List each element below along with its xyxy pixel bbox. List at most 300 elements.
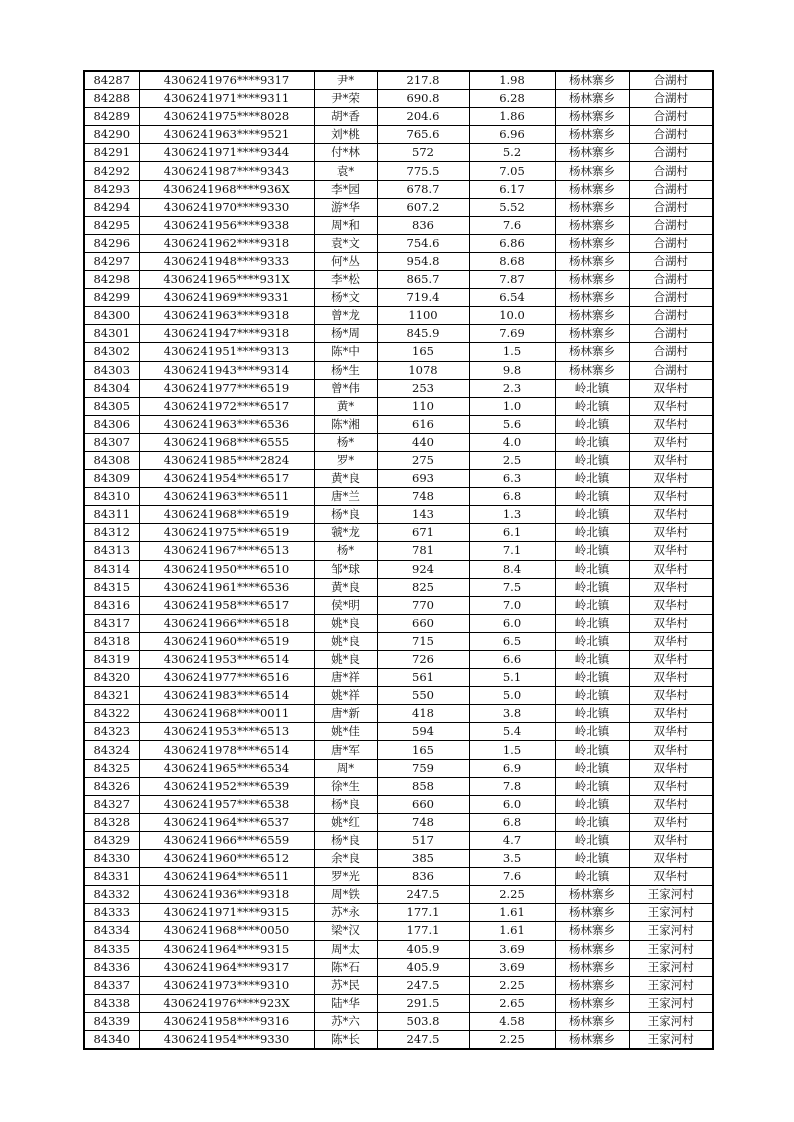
area-cell: 6.96 [469,126,555,144]
village-cell: 王家河村 [629,1012,713,1030]
village-cell: 合湖村 [629,162,713,180]
village-cell: 王家河村 [629,922,713,940]
area-cell: 6.0 [469,795,555,813]
township-cell: 岭北镇 [555,705,629,723]
table-row [84,994,713,1012]
id-number-cell: 4306241964****9315 [139,940,314,958]
person-name-cell: 唐*新 [314,705,377,723]
id-number-cell: 4306241964****6511 [139,868,314,886]
person-name-cell: 徐*生 [314,777,377,795]
village-cell: 双华村 [629,433,713,451]
table-row [84,578,713,596]
row-number-cell: 84330 [84,850,139,868]
village-cell: 合湖村 [629,234,713,252]
area-cell: 1.5 [469,741,555,759]
township-cell: 岭北镇 [555,451,629,469]
person-name-cell: 何*丛 [314,252,377,270]
area-cell: 7.05 [469,162,555,180]
amount-cell: 561 [377,669,469,687]
row-number-cell: 84326 [84,777,139,795]
id-number-cell: 4306241968****6555 [139,433,314,451]
amount-cell: 693 [377,470,469,488]
table-row [84,651,713,669]
amount-cell: 607.2 [377,198,469,216]
township-cell: 岭北镇 [555,850,629,868]
row-number-cell: 84316 [84,596,139,614]
id-number-cell: 4306241969****9331 [139,289,314,307]
village-cell: 双华村 [629,397,713,415]
table-row [84,596,713,614]
area-cell: 1.5 [469,343,555,361]
table-row [84,433,713,451]
township-cell: 岭北镇 [555,524,629,542]
row-number-cell: 84339 [84,1012,139,1030]
amount-cell: 275 [377,451,469,469]
table-row [84,271,713,289]
person-name-cell: 姚*祥 [314,687,377,705]
person-name-cell: 姚*红 [314,813,377,831]
person-name-cell: 曾*伟 [314,379,377,397]
village-cell: 王家河村 [629,994,713,1012]
person-name-cell: 罗* [314,451,377,469]
village-cell: 合湖村 [629,180,713,198]
table-row [84,976,713,994]
row-number-cell: 84303 [84,361,139,379]
person-name-cell: 罗*光 [314,868,377,886]
amount-cell: 678.7 [377,180,469,198]
row-number-cell: 84304 [84,379,139,397]
amount-cell: 572 [377,144,469,162]
amount-cell: 143 [377,506,469,524]
row-number-cell: 84314 [84,560,139,578]
village-cell: 王家河村 [629,940,713,958]
area-cell: 7.69 [469,325,555,343]
amount-cell: 660 [377,614,469,632]
amount-cell: 165 [377,343,469,361]
row-number-cell: 84317 [84,614,139,632]
village-cell: 双华村 [629,651,713,669]
person-name-cell: 周*太 [314,940,377,958]
person-name-cell: 陈*中 [314,343,377,361]
id-number-cell: 4306241957****6538 [139,795,314,813]
township-cell: 岭北镇 [555,488,629,506]
area-cell: 9.8 [469,361,555,379]
row-number-cell: 84337 [84,976,139,994]
row-number-cell: 84310 [84,488,139,506]
area-cell: 2.5 [469,451,555,469]
area-cell: 5.0 [469,687,555,705]
person-name-cell: 陈*湘 [314,415,377,433]
row-number-cell: 84333 [84,904,139,922]
table-row [84,198,713,216]
row-number-cell: 84293 [84,180,139,198]
table-row [84,850,713,868]
id-number-cell: 4306241975****6519 [139,524,314,542]
village-cell: 王家河村 [629,904,713,922]
village-cell: 双华村 [629,524,713,542]
table-row [84,741,713,759]
person-name-cell: 尹* [314,71,377,90]
amount-cell: 660 [377,795,469,813]
village-cell: 双华村 [629,669,713,687]
id-number-cell: 4306241971****9344 [139,144,314,162]
amount-cell: 836 [377,216,469,234]
village-cell: 双华村 [629,596,713,614]
id-number-cell: 4306241953****6513 [139,723,314,741]
row-number-cell: 84315 [84,578,139,596]
row-number-cell: 84297 [84,252,139,270]
table-row [84,904,713,922]
township-cell: 岭北镇 [555,795,629,813]
village-cell: 双华村 [629,379,713,397]
table-row [84,90,713,108]
township-cell: 杨林寨乡 [555,216,629,234]
table-row [84,108,713,126]
village-cell: 双华村 [629,687,713,705]
row-number-cell: 84312 [84,524,139,542]
township-cell: 杨林寨乡 [555,361,629,379]
township-cell: 岭北镇 [555,379,629,397]
amount-cell: 440 [377,433,469,451]
row-number-cell: 84298 [84,271,139,289]
village-cell: 王家河村 [629,976,713,994]
person-name-cell: 黄*良 [314,470,377,488]
person-name-cell: 袁*文 [314,234,377,252]
township-cell: 杨林寨乡 [555,144,629,162]
table-row [84,958,713,976]
amount-cell: 924 [377,560,469,578]
area-cell: 6.3 [469,470,555,488]
id-number-cell: 4306241964****9317 [139,958,314,976]
amount-cell: 715 [377,632,469,650]
area-cell: 2.3 [469,379,555,397]
amount-cell: 845.9 [377,325,469,343]
village-cell: 合湖村 [629,361,713,379]
id-number-cell: 4306241950****6510 [139,560,314,578]
row-number-cell: 84327 [84,795,139,813]
amount-cell: 594 [377,723,469,741]
id-number-cell: 4306241967****6513 [139,542,314,560]
id-number-cell: 4306241975****8028 [139,108,314,126]
row-number-cell: 84287 [84,71,139,90]
id-number-cell: 4306241978****6514 [139,741,314,759]
id-number-cell: 4306241960****6519 [139,632,314,650]
area-cell: 7.6 [469,216,555,234]
village-cell: 合湖村 [629,216,713,234]
row-number-cell: 84319 [84,651,139,669]
row-number-cell: 84324 [84,741,139,759]
amount-cell: 690.8 [377,90,469,108]
village-cell: 合湖村 [629,144,713,162]
amount-cell: 503.8 [377,1012,469,1030]
id-number-cell: 4306241951****9313 [139,343,314,361]
person-name-cell: 付*林 [314,144,377,162]
amount-cell: 418 [377,705,469,723]
data-table [83,70,714,1050]
table-row [84,451,713,469]
amount-cell: 754.6 [377,234,469,252]
id-number-cell: 4306241952****6539 [139,777,314,795]
area-cell: 6.17 [469,180,555,198]
area-cell: 1.3 [469,506,555,524]
id-number-cell: 4306241954****9330 [139,1030,314,1049]
amount-cell: 405.9 [377,958,469,976]
village-cell: 双华村 [629,813,713,831]
area-cell: 8.68 [469,252,555,270]
table-row [84,126,713,144]
amount-cell: 616 [377,415,469,433]
township-cell: 岭北镇 [555,687,629,705]
row-number-cell: 84323 [84,723,139,741]
id-number-cell: 4306241973****9310 [139,976,314,994]
id-number-cell: 4306241964****6537 [139,813,314,831]
amount-cell: 726 [377,651,469,669]
id-number-cell: 4306241943****9314 [139,361,314,379]
amount-cell: 748 [377,813,469,831]
township-cell: 岭北镇 [555,741,629,759]
person-name-cell: 游*华 [314,198,377,216]
area-cell: 3.8 [469,705,555,723]
area-cell: 6.86 [469,234,555,252]
village-cell: 双华村 [629,723,713,741]
id-number-cell: 4306241985****2824 [139,451,314,469]
table-body [84,71,713,1049]
table-row [84,614,713,632]
township-cell: 岭北镇 [555,632,629,650]
township-cell: 杨林寨乡 [555,958,629,976]
id-number-cell: 4306241947****9318 [139,325,314,343]
person-name-cell: 唐*军 [314,741,377,759]
row-number-cell: 84336 [84,958,139,976]
row-number-cell: 84292 [84,162,139,180]
person-name-cell: 姚*佳 [314,723,377,741]
id-number-cell: 4306241958****6517 [139,596,314,614]
area-cell: 6.54 [469,289,555,307]
area-cell: 6.6 [469,651,555,669]
row-number-cell: 84289 [84,108,139,126]
village-cell: 双华村 [629,795,713,813]
row-number-cell: 84318 [84,632,139,650]
village-cell: 合湖村 [629,271,713,289]
person-name-cell: 黄* [314,397,377,415]
row-number-cell: 84288 [84,90,139,108]
id-number-cell: 4306241963****6511 [139,488,314,506]
row-number-cell: 84295 [84,216,139,234]
table-row [84,687,713,705]
area-cell: 6.1 [469,524,555,542]
amount-cell: 517 [377,831,469,849]
village-cell: 王家河村 [629,958,713,976]
id-number-cell: 4306241966****6559 [139,831,314,849]
row-number-cell: 84335 [84,940,139,958]
village-cell: 双华村 [629,759,713,777]
amount-cell: 110 [377,397,469,415]
amount-cell: 759 [377,759,469,777]
id-number-cell: 4306241971****9311 [139,90,314,108]
village-cell: 合湖村 [629,108,713,126]
township-cell: 杨林寨乡 [555,325,629,343]
row-number-cell: 84311 [84,506,139,524]
village-cell: 双华村 [629,614,713,632]
person-name-cell: 曾*龙 [314,307,377,325]
id-number-cell: 4306241976****923X [139,994,314,1012]
township-cell: 杨林寨乡 [555,922,629,940]
table-row [84,234,713,252]
table-row [84,1012,713,1030]
township-cell: 杨林寨乡 [555,307,629,325]
amount-cell: 765.6 [377,126,469,144]
township-cell: 杨林寨乡 [555,252,629,270]
id-number-cell: 4306241970****9330 [139,198,314,216]
area-cell: 5.52 [469,198,555,216]
person-name-cell: 梁*汉 [314,922,377,940]
township-cell: 杨林寨乡 [555,108,629,126]
table-row [84,831,713,849]
township-cell: 杨林寨乡 [555,886,629,904]
village-cell: 王家河村 [629,1030,713,1049]
area-cell: 1.86 [469,108,555,126]
row-number-cell: 84338 [84,994,139,1012]
village-cell: 合湖村 [629,307,713,325]
person-name-cell: 杨*周 [314,325,377,343]
person-name-cell: 姚*良 [314,632,377,650]
village-cell: 合湖村 [629,71,713,90]
row-number-cell: 84306 [84,415,139,433]
row-number-cell: 84313 [84,542,139,560]
table-row [84,795,713,813]
village-cell: 双华村 [629,470,713,488]
area-cell: 2.25 [469,886,555,904]
area-cell: 6.5 [469,632,555,650]
township-cell: 杨林寨乡 [555,976,629,994]
area-cell: 7.1 [469,542,555,560]
table-row [84,379,713,397]
township-cell: 岭北镇 [555,868,629,886]
area-cell: 7.0 [469,596,555,614]
township-cell: 杨林寨乡 [555,271,629,289]
village-cell: 合湖村 [629,289,713,307]
area-cell: 4.0 [469,433,555,451]
table-row [84,180,713,198]
amount-cell: 217.8 [377,71,469,90]
person-name-cell: 陈*长 [314,1030,377,1049]
village-cell: 合湖村 [629,325,713,343]
row-number-cell: 84334 [84,922,139,940]
amount-cell: 781 [377,542,469,560]
area-cell: 7.5 [469,578,555,596]
village-cell: 双华村 [629,578,713,596]
township-cell: 杨林寨乡 [555,90,629,108]
area-cell: 3.69 [469,940,555,958]
table-row [84,506,713,524]
id-number-cell: 4306241976****9317 [139,71,314,90]
township-cell: 杨林寨乡 [555,234,629,252]
row-number-cell: 84302 [84,343,139,361]
township-cell: 岭北镇 [555,651,629,669]
village-cell: 双华村 [629,741,713,759]
village-cell: 合湖村 [629,343,713,361]
table-row [84,542,713,560]
person-name-cell: 周*铁 [314,886,377,904]
table-row [84,723,713,741]
area-cell: 6.0 [469,614,555,632]
area-cell: 1.0 [469,397,555,415]
id-number-cell: 4306241963****9318 [139,307,314,325]
row-number-cell: 84320 [84,669,139,687]
id-number-cell: 4306241936****9318 [139,886,314,904]
id-number-cell: 4306241965****931X [139,271,314,289]
person-name-cell: 黄*良 [314,578,377,596]
township-cell: 杨林寨乡 [555,343,629,361]
row-number-cell: 84331 [84,868,139,886]
person-name-cell: 杨* [314,542,377,560]
id-number-cell: 4306241963****6536 [139,415,314,433]
table-row [84,252,713,270]
area-cell: 7.87 [469,271,555,289]
amount-cell: 204.6 [377,108,469,126]
person-name-cell: 杨*良 [314,795,377,813]
row-number-cell: 84329 [84,831,139,849]
person-name-cell: 余*良 [314,850,377,868]
table-row [84,361,713,379]
village-cell: 双华村 [629,506,713,524]
area-cell: 7.8 [469,777,555,795]
row-number-cell: 84300 [84,307,139,325]
person-name-cell: 李*园 [314,180,377,198]
person-name-cell: 邹*球 [314,560,377,578]
table-row [84,1030,713,1049]
table-row [84,71,713,90]
id-number-cell: 4306241960****6512 [139,850,314,868]
area-cell: 4.7 [469,831,555,849]
table-row [84,307,713,325]
township-cell: 杨林寨乡 [555,1030,629,1049]
amount-cell: 954.8 [377,252,469,270]
table-row [84,813,713,831]
amount-cell: 405.9 [377,940,469,958]
row-number-cell: 84291 [84,144,139,162]
table-row [84,325,713,343]
area-cell: 2.25 [469,976,555,994]
amount-cell: 825 [377,578,469,596]
id-number-cell: 4306241983****6514 [139,687,314,705]
person-name-cell: 杨*良 [314,831,377,849]
amount-cell: 775.5 [377,162,469,180]
township-cell: 杨林寨乡 [555,71,629,90]
person-name-cell: 唐*祥 [314,669,377,687]
table-row [84,216,713,234]
township-cell: 岭北镇 [555,415,629,433]
table-row [84,705,713,723]
township-cell: 岭北镇 [555,831,629,849]
township-cell: 杨林寨乡 [555,198,629,216]
area-cell: 10.0 [469,307,555,325]
table-row [84,289,713,307]
township-cell: 岭北镇 [555,669,629,687]
township-cell: 岭北镇 [555,723,629,741]
id-number-cell: 4306241968****0050 [139,922,314,940]
amount-cell: 770 [377,596,469,614]
village-cell: 合湖村 [629,126,713,144]
village-cell: 双华村 [629,560,713,578]
id-number-cell: 4306241966****6518 [139,614,314,632]
id-number-cell: 4306241972****6517 [139,397,314,415]
person-name-cell: 杨*生 [314,361,377,379]
village-cell: 双华村 [629,831,713,849]
area-cell: 3.69 [469,958,555,976]
person-name-cell: 姚*良 [314,651,377,669]
id-number-cell: 4306241956****9338 [139,216,314,234]
